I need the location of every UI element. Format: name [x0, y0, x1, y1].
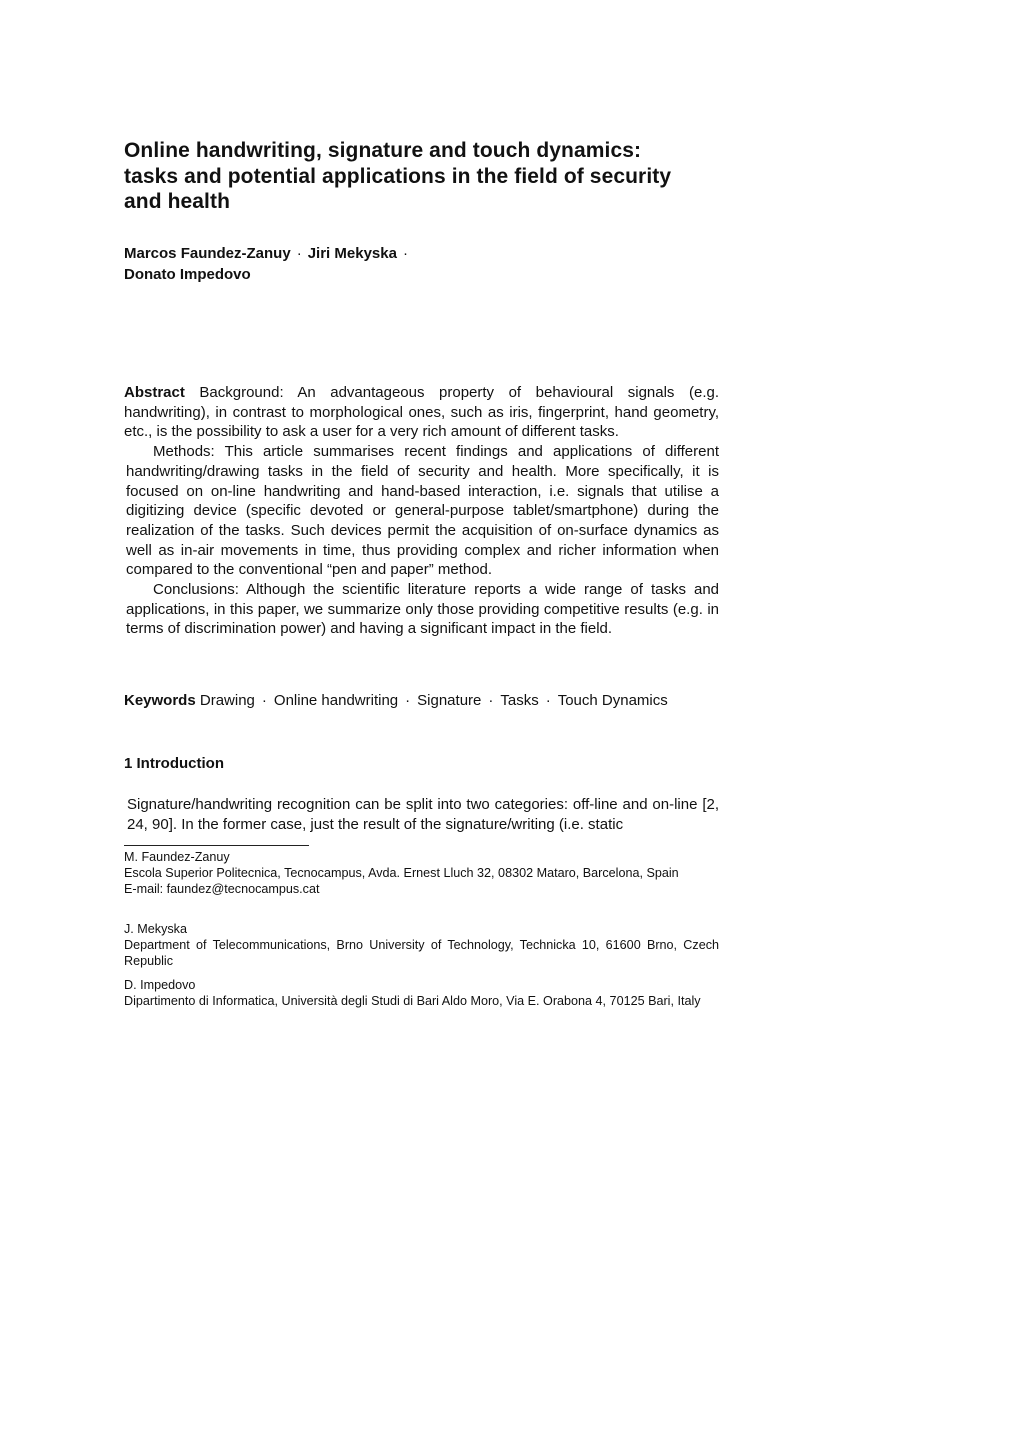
affiliation-name: D. Impedovo — [124, 978, 196, 992]
title-line-3: and health — [124, 190, 231, 213]
affiliation-3 — [124, 977, 719, 1009]
author-2: Jiri Mekyska — [307, 245, 397, 262]
keywords-label: Keywords — [124, 692, 196, 709]
keyword: Signature — [417, 692, 482, 709]
abstract-methods: Methods: This article summarises recent findings and applications of different handwriting/drawing tasks in the field of security and health. More specifically, it is focused on on-line handwriting and hand-based interaction, i.e. signals that utilise a digitizing device (specific devoted or general-purpose tablet/smartphone) during the realization of the tasks. Such devices permit the acquisition of on-surface dynamics as well as in-air movements in time, thus providing complex and richer information when compared to the conventional “pen and paper” method. — [126, 443, 719, 579]
affiliation-email: E-mail: faundez@tecnocampus.cat — [124, 882, 320, 896]
section-heading-introduction: 1 Introduction — [124, 755, 224, 772]
introduction-text: Signature/handwriting recognition can be split into two categories: off-line and on-line [2, 24, 90]. In the former case, just the result of the signature/writing (i.e. static — [127, 796, 719, 833]
author-separator: · — [296, 245, 302, 262]
keyword: Drawing — [199, 692, 255, 709]
affiliation-name: M. Faundez-Zanuy — [124, 850, 230, 864]
keyword: Online handwriting — [273, 692, 399, 709]
author-list — [124, 243, 719, 285]
keyword: Tasks — [500, 692, 539, 709]
footnote-divider — [124, 845, 309, 846]
affiliation-1 — [124, 849, 719, 897]
keywords — [124, 691, 719, 711]
author-1: Marcos Faundez-Zanuy — [124, 245, 291, 262]
keyword-separator: · — [261, 692, 267, 709]
affiliation-address: Dipartimento di Informatica, Università degli Studi di Bari Aldo Moro, Via E. Orabona 4, 70125 Bari, Italy — [124, 994, 701, 1008]
author-line-1 — [124, 243, 719, 264]
affiliation-address: Escola Superior Politecnica, Tecnocampus, Avda. Ernest Lluch 32, 08302 Mataro, Barcelona, Spain — [124, 866, 679, 880]
author-separator: · — [402, 245, 408, 262]
keyword-separator: · — [488, 692, 494, 709]
author-line-2 — [124, 264, 719, 285]
introduction-paragraph — [124, 795, 719, 834]
author-3: Donato Impedovo — [124, 266, 251, 283]
keyword: Touch Dynamics — [557, 692, 668, 709]
affiliation-address: Department of Telecommunications, Brno University of Technology, Technicka 10, 61600 Brno, Czech Republic — [124, 938, 719, 968]
keyword-separator: · — [545, 692, 551, 709]
affiliation-2 — [124, 921, 719, 969]
keyword-separator: · — [405, 692, 411, 709]
title-line-2: tasks and potential applications in the field of security — [124, 164, 672, 188]
abstract — [124, 383, 719, 639]
abstract-label: Abstract — [124, 384, 185, 401]
affiliation-name: J. Mekyska — [124, 922, 187, 936]
abstract-conclusions: Conclusions: Although the scientific literature reports a wide range of tasks and applications, in this paper, we summarize only those providing competitive results (e.g. in terms of discrimination power) and having a significant impact in the field. — [126, 581, 719, 638]
abstract-background — [124, 383, 719, 442]
paper-title — [124, 138, 719, 215]
abstract-background-text: Background: An advantageous property of behavioural signals (e.g. handwriting), in contrast to morphological ones, such as iris, fingerprint, hand geometry, etc., is the possibility to ask a user for a very rich amount of different tasks. — [124, 384, 719, 441]
title-line-1: Online handwriting, signature and touch dynamics: — [124, 139, 642, 162]
